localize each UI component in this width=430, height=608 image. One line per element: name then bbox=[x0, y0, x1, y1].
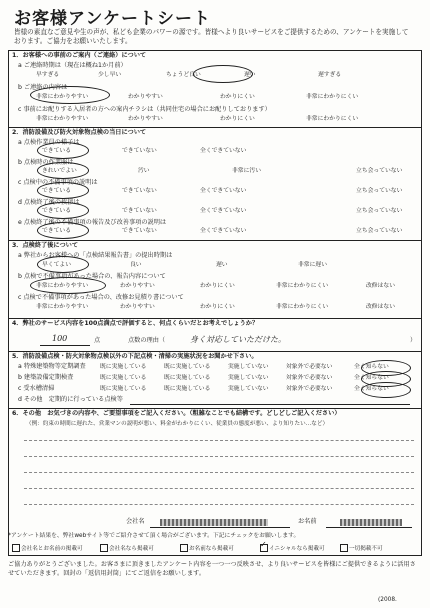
option[interactable]: 実施していない bbox=[228, 386, 269, 392]
option[interactable]: 対象外で必要ない bbox=[286, 386, 333, 392]
checkbox[interactable] bbox=[340, 544, 348, 552]
option[interactable]: 全く知らない bbox=[354, 386, 389, 392]
page-title: お客様アンケートシート bbox=[14, 9, 211, 29]
option[interactable]: 非常にわかりやすい bbox=[36, 116, 89, 122]
option[interactable]: 少し早い bbox=[98, 72, 122, 78]
option[interactable]: 全くできていない bbox=[200, 208, 247, 214]
divider bbox=[8, 351, 422, 352]
check-mark-icon: ✓ bbox=[260, 540, 267, 549]
s3-c-options bbox=[36, 304, 416, 311]
s2-q-e: e 点検終了後の不備事項の報告及び改善事項の説明は bbox=[18, 219, 167, 226]
s3-a-options bbox=[42, 262, 368, 269]
option[interactable]: 改修はない bbox=[366, 283, 395, 289]
consent-option[interactable]: お名前なら掲載可 bbox=[180, 544, 260, 553]
redacted-name bbox=[340, 519, 402, 526]
consent-options bbox=[12, 540, 404, 553]
redacted-company bbox=[160, 519, 268, 526]
option[interactable]: わかりやすい bbox=[120, 304, 155, 310]
reason-label: 点数の理由（ bbox=[128, 337, 166, 344]
answer-circle bbox=[37, 256, 89, 273]
divider bbox=[8, 240, 422, 241]
option[interactable]: きれいでよい bbox=[42, 168, 77, 174]
s1-q-c: c 事前にお配りする入居者の方への案内チラシは（共同住宅の場合にお配りしております） bbox=[18, 106, 271, 113]
option[interactable]: 既に実施している bbox=[100, 364, 147, 370]
comment-line[interactable] bbox=[24, 456, 414, 457]
answer-circle bbox=[30, 86, 110, 104]
option[interactable]: 汚い bbox=[138, 168, 150, 174]
s2-e-options bbox=[42, 228, 416, 235]
option[interactable]: わかりにくい bbox=[200, 283, 235, 289]
point-label: 点 bbox=[94, 337, 101, 344]
divider bbox=[8, 318, 422, 319]
consent-option[interactable]: 会社名とお名前の掲載可 bbox=[12, 544, 100, 553]
option[interactable]: 立ち会っていない bbox=[356, 208, 403, 214]
s2-c-options bbox=[42, 188, 416, 195]
s2-q-b: b 点検時の作業服は bbox=[18, 159, 74, 166]
answer-circle bbox=[37, 162, 89, 179]
option[interactable]: できていない bbox=[122, 148, 157, 154]
score-handwritten: 100 bbox=[52, 334, 68, 343]
checkbox[interactable] bbox=[100, 544, 108, 552]
s2-d-options bbox=[42, 208, 416, 215]
s3-q-a: a 弊社からお客様への「点検結果報告書」の提出時期は bbox=[18, 252, 173, 259]
option[interactable]: 全く知らない bbox=[354, 364, 389, 370]
option[interactable]: できている bbox=[42, 188, 71, 194]
option[interactable]: できていない bbox=[122, 208, 157, 214]
option[interactable]: 既に実施している bbox=[164, 364, 211, 370]
s5-row-label: d その他 定期的に行っている点検等 bbox=[18, 396, 123, 403]
option[interactable]: 非常にわかりやすい bbox=[36, 304, 89, 310]
company-label: 会社名 bbox=[126, 518, 145, 525]
company-field[interactable] bbox=[150, 527, 290, 528]
answer-circle bbox=[37, 142, 89, 159]
publication-note: *アンケート結果を、弊社webサイト等でご紹介させて頂く場合がございます。下記にチェックをお願いします。 bbox=[8, 533, 300, 539]
option[interactable]: 遅い bbox=[244, 72, 256, 78]
section3-heading: 3．点検終了後について bbox=[12, 242, 79, 249]
checkbox[interactable] bbox=[12, 544, 20, 552]
option[interactable]: 早すぎる bbox=[36, 72, 60, 78]
consent-option[interactable]: 一切掲載不可 bbox=[340, 544, 404, 553]
divider bbox=[8, 408, 422, 409]
option[interactable]: 対象外で必要ない bbox=[286, 375, 333, 381]
section4-heading: 4．弊社のサービス内容を100点満点で評価すると、何点くらいだとお考えでしょうか？ bbox=[12, 320, 259, 327]
thanks-text: ご協力ありがとうございました。お客さまに頂きましたアンケート内容を一つ一つ反映させ、より良いサービスを皆様にご提供できるように活用させていただきます。回封の「返信用封筒」にてご返信をお願いします。 bbox=[8, 561, 416, 577]
option[interactable]: わかりやすい bbox=[128, 116, 163, 122]
s5-row-options bbox=[100, 364, 404, 371]
option[interactable]: わかりにくい bbox=[200, 304, 235, 310]
reason-close: ） bbox=[410, 337, 417, 344]
option[interactable]: 全く知らない bbox=[354, 375, 389, 381]
name-label: お名前 bbox=[298, 518, 317, 525]
checkbox-checked[interactable] bbox=[260, 540, 268, 552]
comment-line[interactable] bbox=[24, 440, 414, 441]
option[interactable]: 非常に遅い bbox=[298, 262, 327, 268]
section2-heading: 2．消防設備及び防火対象物点検の当日について bbox=[12, 129, 147, 136]
comment-line[interactable] bbox=[24, 472, 414, 473]
option[interactable]: 非常にわかりにくい bbox=[276, 283, 329, 289]
option[interactable]: ちょうど良い bbox=[166, 72, 201, 78]
option[interactable]: 遅すぎる bbox=[318, 72, 342, 78]
score-underline bbox=[40, 345, 90, 346]
comment-line[interactable] bbox=[24, 504, 414, 505]
s2-q-a: a 点検作業員の様子は bbox=[18, 139, 80, 146]
option[interactable]: 実施していない bbox=[228, 375, 269, 381]
form-version: (2008. bbox=[378, 597, 397, 603]
answer-circle bbox=[30, 277, 106, 294]
s1-c-options bbox=[36, 116, 396, 123]
reason-handwritten: 身く対応していただけた。 bbox=[190, 335, 286, 344]
option[interactable]: できていない bbox=[122, 188, 157, 194]
answer-circle bbox=[37, 182, 89, 199]
consent-option[interactable]: ✓ イニシャルなら掲載可 bbox=[260, 540, 325, 552]
s2-q-d: d 点検終了後の挨拶は bbox=[18, 199, 80, 206]
option[interactable]: 全くできていない bbox=[200, 188, 247, 194]
s5-row-options bbox=[100, 375, 404, 382]
option[interactable]: 既に実施している bbox=[100, 386, 147, 392]
name-field[interactable] bbox=[326, 527, 412, 528]
s5-row-options bbox=[100, 386, 404, 393]
option[interactable]: 非常にわかりにくい bbox=[306, 94, 359, 100]
option[interactable]: 立ち会っていない bbox=[356, 228, 403, 234]
intro-text: 皆様の素直なご意見や生の声が、私ども企業のパワーの源です。皆様へより良いサービスをご提供するための、アンケートを実施しております。ご協力をお願いいたします。 bbox=[14, 28, 409, 45]
option[interactable]: 非常に汚い bbox=[232, 168, 261, 174]
option[interactable]: わかりにくい bbox=[220, 94, 255, 100]
s5-row-label: c 受水槽清掃 bbox=[18, 385, 55, 392]
s5-row-label: a 特殊建築物等定期調査 bbox=[18, 363, 86, 370]
s2-q-c: c 点検中の不備事項の説明は bbox=[18, 179, 98, 186]
s2-b-options bbox=[42, 168, 416, 175]
divider bbox=[8, 127, 422, 128]
option[interactable]: できている bbox=[42, 208, 71, 214]
option[interactable]: 全くできていない bbox=[200, 228, 247, 234]
survey-frame bbox=[8, 50, 422, 556]
option[interactable]: 全くできていない bbox=[200, 148, 247, 154]
consent-option[interactable]: 会社名なら掲載可 bbox=[100, 544, 180, 553]
option[interactable]: できている bbox=[42, 228, 71, 234]
option[interactable]: 対象外で必要ない bbox=[286, 364, 333, 370]
comment-line[interactable] bbox=[24, 488, 414, 489]
section6-heading: 6．その他 お気づきの内容や、ご要望事項をご記入ください。（粗雑なことでも結構です。どしどしご記入ください） bbox=[12, 410, 341, 417]
answer-circle bbox=[193, 65, 253, 83]
answer-circle bbox=[37, 222, 89, 239]
option[interactable]: 既に実施している bbox=[164, 386, 211, 392]
option[interactable]: 良い bbox=[130, 262, 142, 268]
answer-circle bbox=[361, 382, 411, 398]
s3-q-c: c 点検で不備事項があった場合の、改修お見積り書について bbox=[18, 294, 184, 301]
option[interactable]: 非常にわかりやすい bbox=[36, 283, 89, 289]
option[interactable]: できていない bbox=[122, 228, 157, 234]
section6-example: （例：約束の時間に遅れた、営業マンの説明が悪い、料金がわかりにくい、従業員の態度が悪い、より知りたい…など） bbox=[26, 421, 329, 427]
option[interactable]: 早くてよい bbox=[42, 262, 71, 268]
option[interactable]: 非常にわかりにくい bbox=[276, 304, 329, 310]
option[interactable]: 遅い bbox=[216, 262, 228, 268]
option[interactable]: わかりやすい bbox=[128, 94, 163, 100]
option[interactable]: 既に実施している bbox=[164, 375, 211, 381]
option[interactable]: 非常にわかりやすい bbox=[36, 94, 89, 100]
checkbox[interactable] bbox=[180, 544, 188, 552]
answer-circle bbox=[37, 202, 89, 219]
section1-heading: 1．お客様への事前のご案内（ご連絡）について bbox=[12, 52, 147, 59]
option[interactable]: 改修はない bbox=[366, 304, 395, 310]
section5-heading: 5．消防設備点検・防火対象物点検以外の下記点検・清掃の実施状況をお聞かせ下さい。 bbox=[12, 353, 258, 360]
option[interactable]: 既に実施している bbox=[100, 375, 147, 381]
option[interactable]: できている bbox=[42, 148, 71, 154]
s3-q-b: b 点検で不備事項があった場合の、報告内容について bbox=[18, 273, 166, 280]
option[interactable]: 立ち会っていない bbox=[356, 168, 403, 174]
s1-q-a: a ご連絡時期は（現在は概ね1か月前） bbox=[18, 62, 127, 69]
s1-q-b: b ご連絡の内容は bbox=[18, 84, 68, 91]
s5-row-label: b 建築設備定期検査 bbox=[18, 374, 74, 381]
option[interactable]: 非常にわかりにくい bbox=[306, 116, 359, 122]
option[interactable]: わかりやすい bbox=[120, 283, 155, 289]
option[interactable]: わかりにくい bbox=[220, 116, 255, 122]
option[interactable]: 立ち会っていない bbox=[356, 188, 403, 194]
option[interactable]: 実施していない bbox=[228, 364, 269, 370]
other-inspection-line[interactable] bbox=[130, 404, 410, 405]
